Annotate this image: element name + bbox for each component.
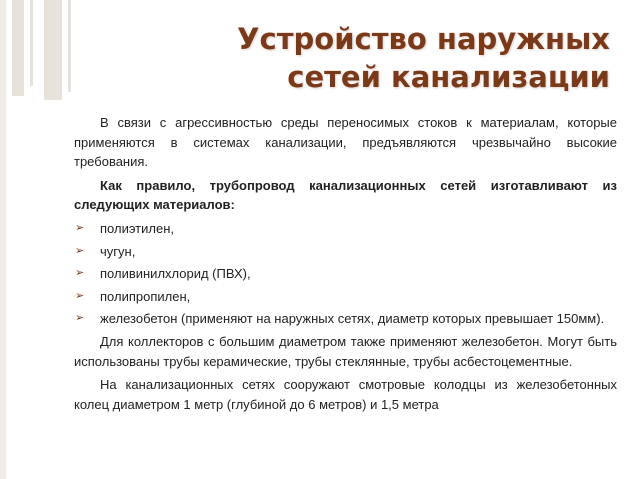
slide-title: Устройство наружных сетей канализации	[237, 22, 610, 94]
decorative-left-band	[0, 0, 6, 479]
arrow-bullet-icon: ➢	[75, 244, 85, 257]
collectors-paragraph: Для коллекторов с большим диаметром также применяют железобетон. Могут быть использованы трубы керамические, трубы стеклянные, трубы асбестоцементные.	[74, 333, 617, 369]
list-item-text: железобетон (применяют на наружных сетях, диаметр которых превышает 150мм).	[100, 311, 605, 327]
arrow-bullet-icon: ➢	[75, 267, 85, 280]
list-item-text: поливинилхлорид (ПВХ),	[100, 266, 251, 282]
list-item	[74, 309, 617, 329]
slide-body	[74, 113, 617, 418]
list-item	[74, 242, 617, 262]
list-item-text: чугун,	[100, 243, 136, 259]
decorative-bar	[12, 0, 24, 96]
list-item	[74, 219, 617, 239]
wells-paragraph: На канализационных сетях сооружают смотровые колодцы из железобетонных колец диаметром 1 метр (глубиной до 6 метров) и 1,5 метра	[74, 377, 617, 412]
list-item	[74, 264, 617, 284]
list-item-text: полипропилен,	[100, 288, 191, 304]
arrow-bullet-icon: ➢	[75, 289, 85, 302]
decorative-bar	[68, 0, 71, 92]
list-item	[74, 287, 617, 307]
intro-paragraph: В связи с агрессивностью среды переносимых стоков к материалам, которые применяются в системах канализации, предъявляются чрезвычайно высокие требования.	[74, 115, 617, 170]
decorative-bar	[44, 0, 62, 100]
arrow-bullet-icon: ➢	[75, 221, 85, 234]
arrow-bullet-icon: ➢	[75, 312, 85, 325]
materials-list	[74, 219, 617, 329]
decorative-bar	[30, 0, 33, 86]
list-item-text: полиэтилен,	[100, 220, 175, 236]
materials-lead-paragraph: Как правило, трубопровод канализационных сетей изготавливают из следующих материалов:	[74, 177, 617, 213]
